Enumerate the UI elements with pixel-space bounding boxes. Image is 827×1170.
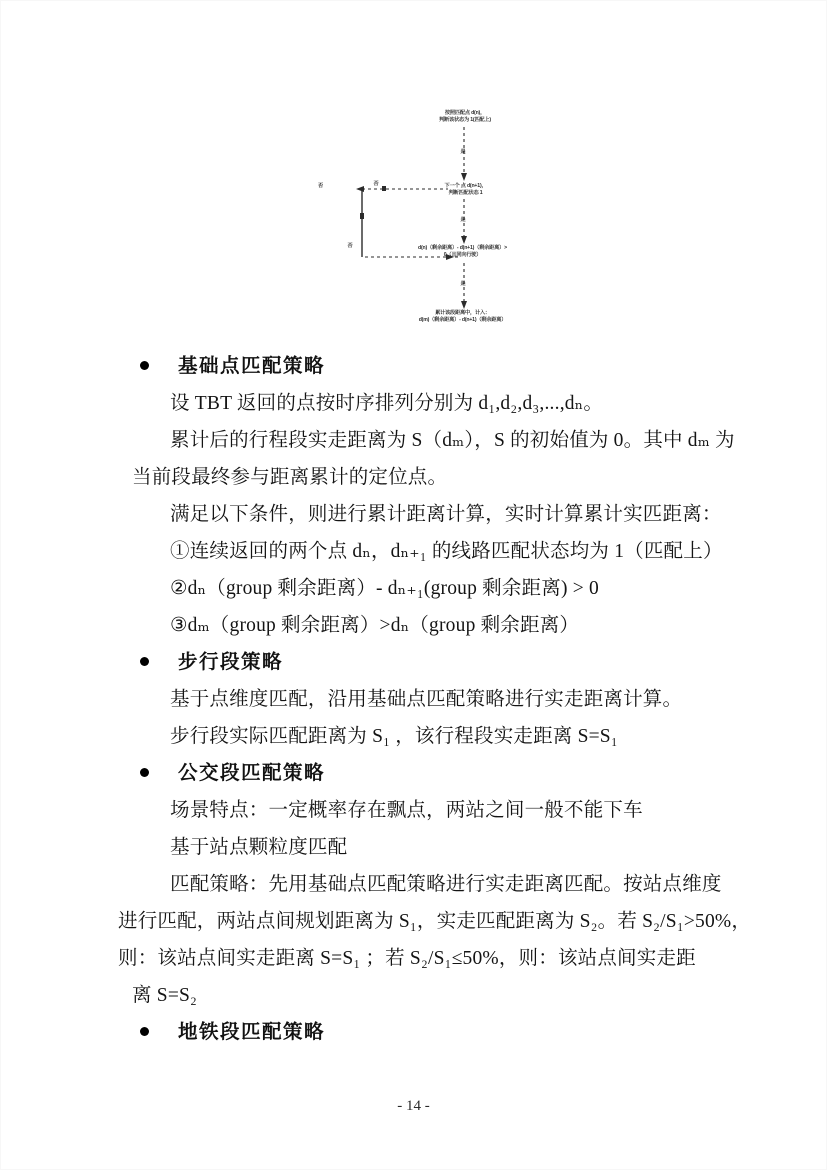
bullet-dot-icon <box>140 1027 149 1036</box>
condition-2: ②dₙ（group 剩余距离）- dₙ₊₁(group 剩余距离) > 0 <box>170 578 599 599</box>
para-walk-basis: 基于点维度匹配，沿用基础点匹配策略进行实走距离计算。 <box>170 689 683 710</box>
flowchart-branch-label-loop-top: 否 <box>373 181 379 187</box>
para-bus-strategy-line4: 离 S=S₂ <box>132 985 198 1006</box>
flowchart-node-4-line1: 累计该段距离中，计入： <box>435 310 490 316</box>
flowchart-node-2 <box>398 183 533 196</box>
condition-1: ①连续返回的两个点 dₙ，dₙ₊₁ 的线路匹配状态均为 1（匹配上） <box>170 541 723 562</box>
bullet-dot-icon <box>140 657 149 666</box>
flowchart-branch-label-mid-2: 是 <box>460 217 466 223</box>
heading-base-point-strategy <box>132 348 702 385</box>
flowchart-node-2-line2: 判断匹配状态 1 <box>448 189 483 196</box>
heading-walk-segment-strategy-label: 步行段策略 <box>178 652 284 673</box>
flowchart-node-2-line1: 下一个 点 d(n+1)， <box>444 183 487 189</box>
flowchart-node-1 <box>390 110 540 123</box>
flowchart-node-4 <box>380 310 545 323</box>
heading-metro-segment-strategy-label: 地铁段匹配策略 <box>178 1022 326 1043</box>
heading-bus-segment-strategy-label: 公交段匹配策略 <box>178 763 326 784</box>
flowchart-node-4-line2: d(m)（剩余距离）- d(n+1)（剩余距离） <box>418 316 507 323</box>
para-conditions-intro: 满足以下条件，则进行累计距离计算，实时计算累计实匹距离： <box>170 504 722 525</box>
para-bus-strategy-line3: 则：该站点间实走距离 S=S₁ ；若 S₂/S₁≤50%，则：该站点间实走距 <box>118 948 696 969</box>
flowchart-branch-label-no: 否 <box>318 183 323 189</box>
flowchart-node-3-line2: 0（且同向行驶） <box>443 251 482 258</box>
flowchart-branch-label-mid-3: 是 <box>460 281 466 287</box>
para-bus-strategy-line1: 匹配策略：先用基础点匹配策略进行实走距离匹配。按站点维度 <box>170 874 722 895</box>
heading-metro-segment-strategy <box>132 1014 702 1051</box>
page-number: - 14 - <box>397 1098 430 1114</box>
flowchart-node-1-line2: 判断该状态为 1(匹配上) <box>439 116 491 123</box>
para-bus-granularity: 基于站点颗粒度匹配 <box>170 837 348 858</box>
heading-walk-segment-strategy <box>132 644 702 681</box>
flowchart-node-3-line1: d(n)（剩余距离）- d(n+1)（剩余距离）> <box>418 245 507 251</box>
para-accumulated-distance-line2: 当前段最终参与距离累计的定位点。 <box>132 467 448 488</box>
para-bus-scene: 场景特点：一定概率存在飘点，两站之间一般不能下车 <box>170 800 643 821</box>
flowchart-connectors <box>318 105 548 340</box>
bullet-dot-icon <box>140 361 149 370</box>
flowchart-node-1-line1: 按照匹配点 d(n)， <box>444 110 486 116</box>
flowchart-branch-label-mid-1: 是 <box>460 149 466 155</box>
para-accumulated-distance-line1: 累计后的行程段实走距离为 S（dₘ），S 的初始值为 0。其中 dₘ 为 <box>170 430 735 451</box>
flowchart-diagram <box>318 105 548 340</box>
para-walk-distance: 步行段实际匹配距离为 S₁ ，该行程段实走距离 S=S₁ <box>170 726 618 747</box>
flowchart-node-3 <box>380 245 545 258</box>
document-body <box>118 348 752 1051</box>
flowchart-branch-label-loop-side: 否 <box>347 243 353 249</box>
para-bus-strategy-line2: 进行匹配，两站点间规划距离为 S₁，实走匹配距离为 S₂。若 S₂/S₁>50%， <box>118 911 752 932</box>
bullet-dot-icon <box>140 768 149 777</box>
heading-bus-segment-strategy <box>132 755 702 792</box>
para-tbt-points: 设 TBT 返回的点按时序排列分别为 d₁,d₂,d₃,...,dₙ。 <box>170 393 604 414</box>
condition-3: ③dₘ（group 剩余距离）>dₙ（group 剩余距离） <box>170 615 580 636</box>
heading-base-point-strategy-label: 基础点匹配策略 <box>178 356 326 377</box>
